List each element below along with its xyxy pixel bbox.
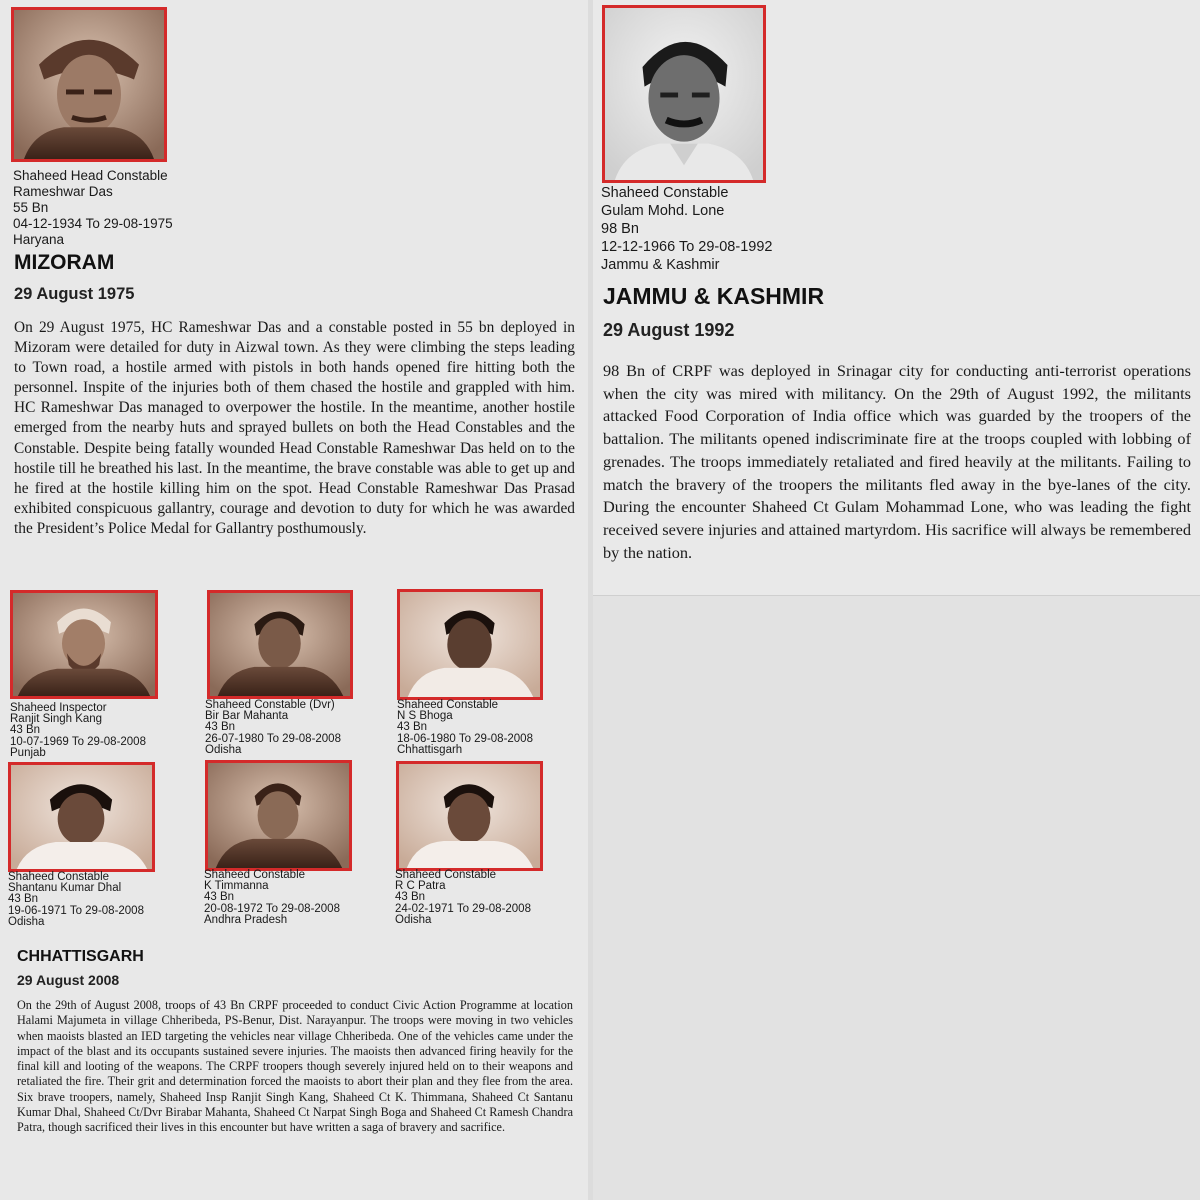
portrait-shantanu-kumar-dhal xyxy=(8,762,155,872)
region-heading-mizoram: MIZORAM xyxy=(14,251,115,274)
life-dates: 19-06-1971 To 29-08-2008 xyxy=(8,904,144,917)
rank: Shaheed Constable xyxy=(8,871,110,883)
portrait-k-timmanna xyxy=(205,760,352,871)
caption-bir-bar-mahanta xyxy=(205,700,341,756)
life-dates: 04-12-1934 To 29-08-1975 xyxy=(13,216,173,231)
caption-r-c-patra xyxy=(395,870,531,926)
portrait-r-c-patra xyxy=(396,761,543,871)
name: Shantanu Kumar Dhal xyxy=(8,882,122,895)
caption-k-timmanna xyxy=(204,870,340,926)
name: Bir Bar Mahanta xyxy=(205,710,289,723)
date-mizoram: 29 August 1975 xyxy=(14,285,135,303)
caption-n-s-bhoga xyxy=(397,700,533,756)
caption-gulam-mohd-lone xyxy=(601,184,772,274)
region-heading-jammu-kashmir: JAMMU & KASHMIR xyxy=(603,283,825,309)
caption-shantanu-kumar-dhal xyxy=(8,872,144,928)
name: R C Patra xyxy=(395,880,446,893)
home-state: Odisha xyxy=(395,913,432,926)
rank: Shaheed Constable xyxy=(397,699,499,711)
story-mizoram: On 29 August 1975, HC Rameshwar Das and a constable posted in 55 bn deployed in Mizoram were detailed for duty in Aizwal town. As they were climbing the steps leading to Town road, a hostile armed with pistols in both hands opened fire hitting both the personnel. Inspite of the injuries both of them chased the hostile and grappled with him. HC Rameshwar Das managed to overpower the hostile. In the meantime, another hostile emerged from the nearby huts and sprayed bullets on both the Head Constables and the Constable. Despite being fatally wounded Head Constable Rameshwar Das held on to the hostile till he breathed his last. In the meantime, the brave constable was able to get up and he fired at the hostile killing him on the spot. Head Constable Rameshwar Das Prasad exhibited conspicuous gallantry, courage and devotion to duty for which he was awarded the President’s Police Medal for Gallantry posthumously. xyxy=(14,319,575,537)
unit: 43 Bn xyxy=(397,721,428,734)
caption-ranjit-singh-kang xyxy=(10,703,146,759)
name: Rameshwar Das xyxy=(13,184,113,199)
home-state: Punjab xyxy=(10,746,46,759)
life-dates: 26-07-1980 To 29-08-2008 xyxy=(205,732,341,745)
life-dates: 24-02-1971 To 29-08-2008 xyxy=(395,902,531,915)
home-state: Andhra Pradesh xyxy=(204,913,288,926)
life-dates: 10-07-1969 To 29-08-2008 xyxy=(10,735,146,748)
blank-area xyxy=(593,595,1200,1200)
rank: Shaheed Head Constable xyxy=(13,168,168,183)
rank: Shaheed Inspector xyxy=(10,702,107,714)
name: N S Bhoga xyxy=(397,710,453,723)
home-state: Odisha xyxy=(8,915,45,928)
name: Gulam Mohd. Lone xyxy=(601,203,725,219)
unit: 55 Bn xyxy=(13,200,49,215)
date-chhattisgarh: 29 August 2008 xyxy=(17,972,120,988)
unit: 43 Bn xyxy=(10,724,41,737)
life-dates: 18-06-1980 To 29-08-2008 xyxy=(397,732,533,745)
name: K Timmanna xyxy=(204,880,269,893)
story-jammu-kashmir: 98 Bn of CRPF was deployed in Srinagar city for conducting anti-terrorist operations when the city was mired with militancy. On the 29th of August 1992, the militants attacked Food Corporation of India office which was guarded by the troopers of the battalion. The militants opened indiscriminate fire at the troops coupled with lobbing of grenades. The troops immediately retaliated and fired heavily at the militants. Failing to match the bravery of the troopers the militants fled away in the bye-lanes of the city. During the encounter Shaheed Ct Gulam Mohammad Lone, who was leading the fight received severe injuries and attained martyrdom. His sacrifice will always be remembered by the nation. xyxy=(603,361,1191,562)
rank: Shaheed Constable xyxy=(601,185,729,201)
unit: 43 Bn xyxy=(8,893,39,906)
life-dates: 20-08-1972 To 29-08-2008 xyxy=(204,902,340,915)
date-jammu-kashmir: 29 August 1992 xyxy=(603,320,735,340)
rank: Shaheed Constable (Dvr) xyxy=(205,699,335,711)
unit: 43 Bn xyxy=(205,721,236,734)
home-state: Chhattisgarh xyxy=(397,743,463,756)
portrait-bir-bar-mahanta xyxy=(207,590,353,699)
home-state: Odisha xyxy=(205,743,242,756)
life-dates: 12-12-1966 To 29-08-1992 xyxy=(601,239,773,255)
home-state: Haryana xyxy=(13,232,65,247)
region-heading-chhattisgarh: CHHATTISGARH xyxy=(17,948,144,965)
unit: 98 Bn xyxy=(601,221,639,237)
story-chhattisgarh: On the 29th of August 2008, troops of 43 Bn CRPF proceeded to conduct Civic Action Programme at location Halami Majumeta in village Chheribeda, PS-Benur, Dist. Narayanpur. The troops were moving in two vehicles when maoists blasted an IED targeting the vehicles near village Chheribeda. One of the vehicles came under the impact of the blast and its occupants sustained severe injuries. The maoists then advanced firing heavily for the final kill and looting of the weapons. The CRPF troopers though severely injured held on to their weapons and retaliated the fire. Their grit and determination forced the maoists to abort their plan and they flee from the area. Six brave troopers, namely, Shaheed Insp Ranjit Singh Kang, Shaheed Ct K. Thimmana, Shaheed Ct Santanu Kumar Dhal, Shaheed Ct/Dvr Birabar Mahanta, Shaheed Ct Narpat Singh Boga and Shaheed Ct Ramesh Chandra Patra, though sacrificed their lives in this encounter but have written a saga of bravery and sacrifice. xyxy=(17,998,573,1135)
home-state: Jammu & Kashmir xyxy=(601,257,720,273)
unit: 43 Bn xyxy=(204,891,235,904)
portrait-rameshwar-das xyxy=(11,7,167,162)
name: Ranjit Singh Kang xyxy=(10,713,103,726)
unit: 43 Bn xyxy=(395,891,426,904)
rank: Shaheed Constable xyxy=(204,869,306,881)
rank: Shaheed Constable xyxy=(395,869,497,881)
portrait-gulam-mohd-lone xyxy=(602,5,766,183)
portrait-ranjit-singh-kang xyxy=(10,590,158,699)
portrait-n-s-bhoga xyxy=(397,589,543,700)
caption-rameshwar-das xyxy=(13,168,173,248)
